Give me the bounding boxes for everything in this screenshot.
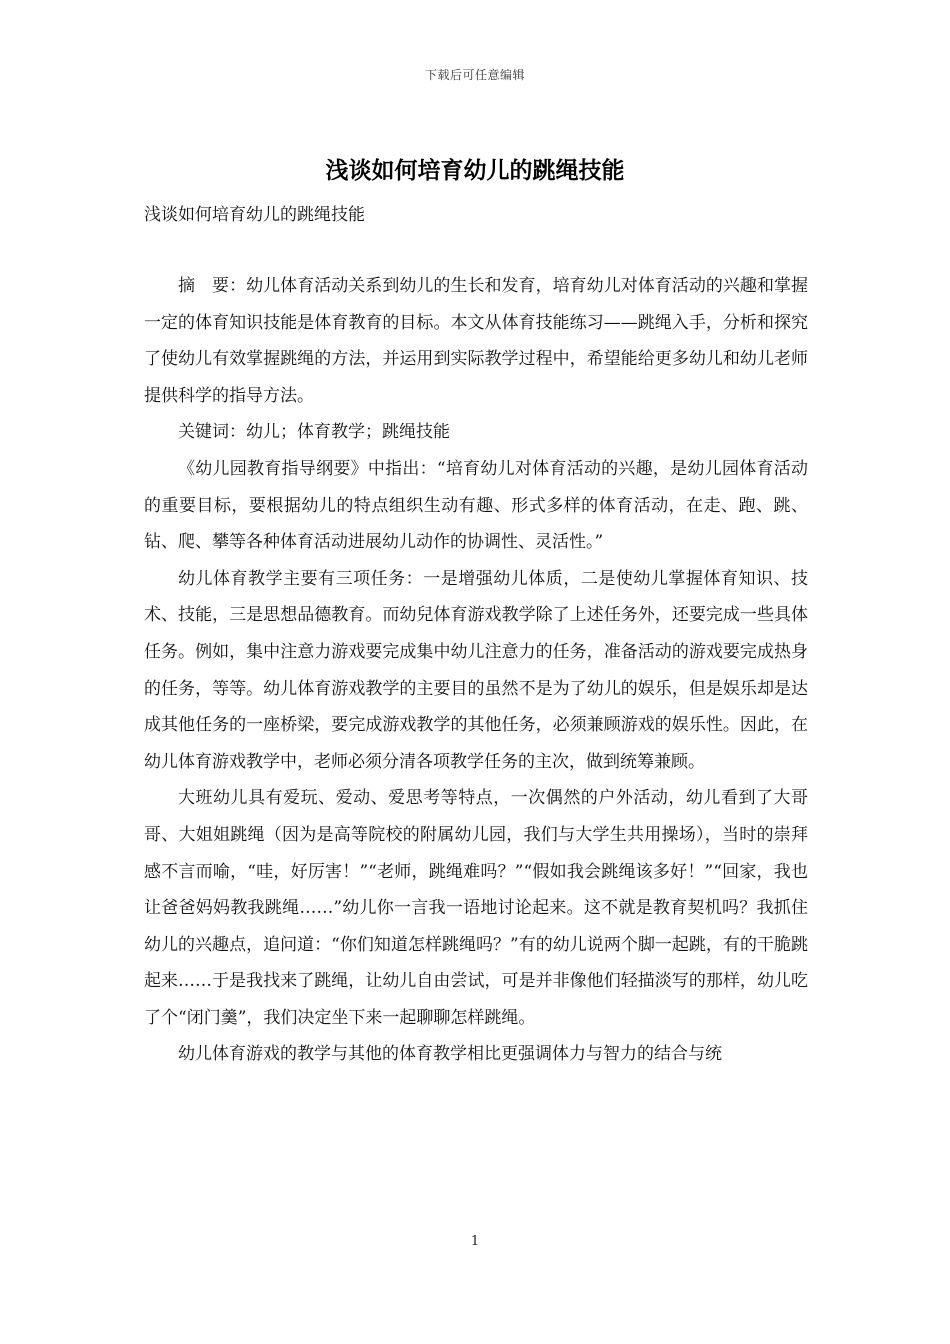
page-number: 1 bbox=[470, 1234, 480, 1249]
body-paragraph: 《幼儿园教育指导纲要》中指出：“培育幼儿对体育活动的兴趣，是幼儿园体育活动的重要目标，要根据幼儿的特点组织生动有趣、形式多样的体育活动，在走、跑、跳、钻、爬、攀等各种体育活动进展幼儿动作的协调性、灵活性。” bbox=[144, 458, 808, 553]
body-paragraph: 大班幼儿具有爱玩、爱动、爱思考等特点，一次偶然的户外活动，幼儿看到了大哥哥、大姐姐跳绳（因为是高等院校的附属幼儿园，我们与大学生共用操场），当时的崇拜感不言而喻，“哇，好厉害！”“老师，跳绳难吗？”“假如我会跳绳该多好！”“回家，我也让爸爸妈妈教我跳绳……”幼儿你一言我一语地讨论起来。这不就是教育契机吗？我抓住幼儿的兴趣点，追问道：“你们知道怎样跳绳吗？”有的幼儿说两个脚一起跳，有的干脆跳起来……于是我找来了跳绳，让幼儿自由尝试，可是并非像他们轻描淡写的那样，幼儿吃了个“闭门羹”，我们决定坐下来一起聊聊怎样跳绳。 bbox=[144, 788, 808, 1028]
abstract-paragraph: 摘 要：幼儿体育活动关系到幼儿的生长和发育，培育幼儿对体育活动的兴趣和掌握一定的体育知识技能是体育教育的目标。本文从体育技能练习——跳绳入手，分析和探究了使幼儿有效掌握跳绳的方法，并运用到实际教学过程中，希望能给更多幼儿和幼儿老师提供科学的指导方法。 bbox=[144, 276, 808, 406]
document-subtitle: 浅谈如何培育幼儿的跳绳技能 bbox=[144, 205, 365, 225]
document-body bbox=[144, 268, 808, 1073]
body-paragraph: 幼儿体育教学主要有三项任务：一是增强幼儿体质，二是使幼儿掌握体育知识、技术、技能，三是思想品德教育。而幼兒体育游戏教学除了上述任务外，还要完成一些具体任务。例如，集中注意力游戏要完成集中幼儿注意力的任务，准备活动的游戏要完成热身的任务，等等。幼儿体育游戏教学的主要目的虽然不是为了幼儿的娱乐，但是娱乐却是达成其他任务的一座桥梁，要完成游戏教学的其他任务，必须兼顾游戏的娱乐性。因此，在幼儿体育游戏教学中，老师必须分清各项教学任务的主次，做到统筹兼顾。 bbox=[144, 568, 808, 772]
page-header-note: 下载后可任意编辑 bbox=[424, 68, 525, 82]
keywords-paragraph: 关键词：幼儿；体育教学；跳绳技能 bbox=[178, 422, 450, 443]
body-paragraph: 幼儿体育游戏的教学与其他的体育教学相比更强调体力与智力的结合与统 bbox=[178, 1044, 722, 1065]
document-title: 浅谈如何培育幼儿的跳绳技能 bbox=[325, 157, 625, 184]
